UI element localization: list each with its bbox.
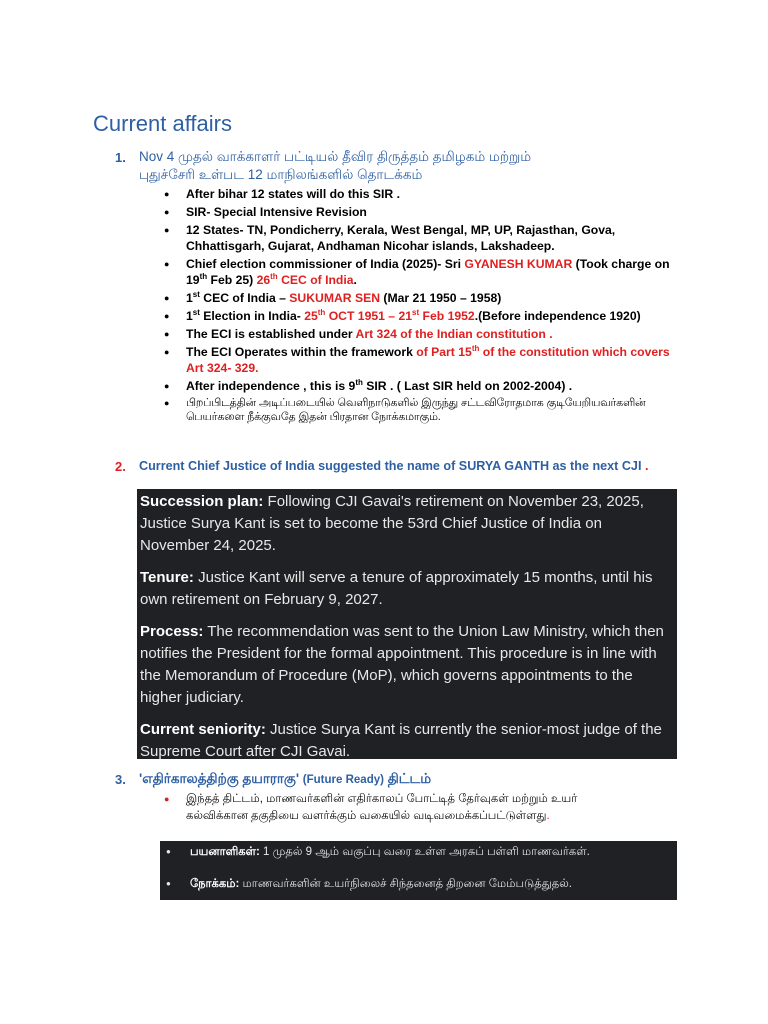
objective-row: ● நோக்கம்: மாணவர்களின் உயர்நிலைச் சிந்தனைத் திறனை மேம்படுத்துதல்.: [164, 876, 673, 892]
list-item: ● The ECI is established under Art 324 of the Indian constitution .: [162, 326, 682, 342]
list-item: ● After bihar 12 states will do this SIR .: [162, 186, 682, 202]
section-3-heading: 'எதிர்காலத்திற்கு தயாராகு' (Future Ready) திட்டம்: [139, 771, 432, 786]
list-item: ● 1st Election in India- 25th OCT 1951 – 21st Feb 1952.(Before independence 1920): [162, 308, 682, 324]
section-2-heading: Current Chief Justice of India suggested the name of SURYA GANTH as the next CJI .: [139, 459, 649, 473]
section-3-bullet: ● இந்தத் திட்டம், மாணவர்களின் எதிர்காலப் போட்டித் தேர்வுகள் மற்றும் உயர் கல்விக்கான தகுதியை வளர்க்கும் வகையில் வடிவமைக்கப்பட்டுள்ளது.: [162, 791, 706, 825]
beneficiaries-row: ● பயனாளிகள்: 1 முதல் 9 ஆம் வகுப்பு வரை உள்ள அரசுப் பள்ளி மாணவர்கள்.: [164, 844, 673, 860]
seniority-paragraph: Current seniority: Justice Surya Kant is currently the senior-most judge of the Supreme Court after CJI Gavai.: [140, 721, 662, 760]
cji-info-panel: [137, 489, 677, 759]
page-title: Current affairs: [93, 111, 232, 136]
list-item: ● The ECI Operates within the framework of Part 15th of the constitution which covers Art 324- 329.: [162, 344, 682, 376]
section-3-number: 3.: [115, 772, 126, 787]
section-1-number: 1.: [115, 150, 126, 165]
list-item: ● 12 States- TN, Pondicherry, Kerala, West Bengal, MP, UP, Rajasthan, Gova, Chhattisgarh, Gujarat, Andhaman Nicohar islands, Lakshadeep.: [162, 222, 682, 254]
section-1-bullets: [162, 186, 682, 426]
section-2-number: 2.: [115, 459, 126, 474]
list-item: ● 1st CEC of India – SUKUMAR SEN (Mar 21 1950 – 1958): [162, 290, 682, 306]
process-paragraph: Process: The recommendation was sent to the Union Law Ministry, which then notifies the President for the formal appointment. This procedure is in line with the Memorandum of Procedure (MoP), which governs appointments to the higher judiciary.: [140, 623, 664, 706]
list-item: ● Chief election commissioner of India (2025)- Sri GYANESH KUMAR (Took charge on 19th Feb 25) 26th CEC of India.: [162, 256, 682, 288]
succession-plan-paragraph: Succession plan: Following CJI Gavai's retirement on November 23, 2025, Justice Surya Kant is set to become the 53rd Chief Justice of India on November 24, 2025.: [140, 493, 644, 554]
tenure-paragraph: Tenure: Justice Kant will serve a tenure of approximately 15 months, until his own retirement on February 9, 2027.: [140, 569, 653, 608]
future-ready-panel: [160, 841, 677, 900]
list-item: ● After independence , this is 9th SIR . ( Last SIR held on 2002-2004) .: [162, 378, 682, 394]
section-1-heading: [139, 148, 699, 184]
section-1-heading-line2: புதுச்சேரி உள்பட 12 மாநிலங்களில் தொடக்கம்: [139, 167, 423, 182]
list-item: ● பிறப்பிடத்தின் அடிப்படையில் வெளிநாடுகளில் இருந்து சட்டவிரோதமாக குடியேறியவர்களின் பெயர்களை நீக்குவதே இதன் பிரதான நோக்கமாகும்.: [162, 396, 682, 424]
section-1-heading-line1: Nov 4 முதல் வாக்காளர் பட்டியல் தீவிர திருத்தம் தமிழகம் மற்றும்: [139, 149, 532, 164]
list-item: ● SIR- Special Intensive Revision: [162, 204, 682, 220]
